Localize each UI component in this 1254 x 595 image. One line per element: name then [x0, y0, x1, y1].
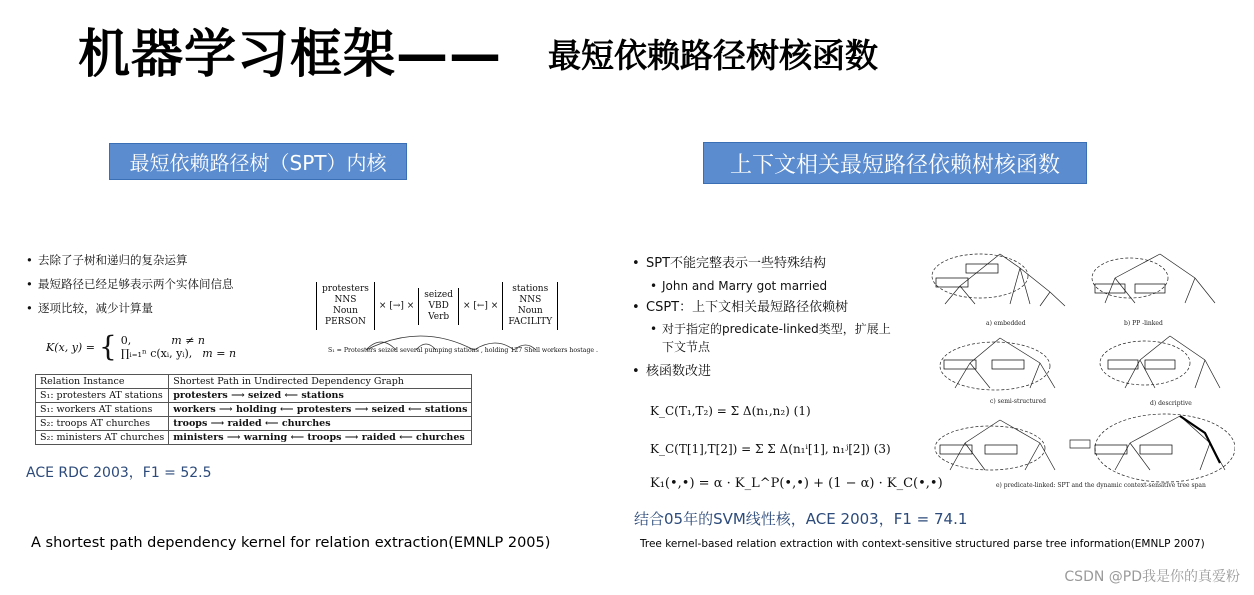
- table-cell: S₂: troops AT churches: [36, 417, 169, 431]
- left-bullet-list: [26, 248, 234, 320]
- formula-2: K_C(T[1],T[2]) = Σ Σ Δ(n₁ⁱ[1], n₁ʲ[2]) (3): [650, 442, 891, 456]
- feature-vector-product: [316, 282, 558, 330]
- matrix-cell: PERSON: [325, 317, 366, 327]
- matrix-cell: seized: [424, 289, 453, 300]
- dashed-span: [932, 254, 1028, 298]
- matrix-cell: NNS: [519, 295, 542, 305]
- left-bullet-1: • 去除了子树和递归的复杂运算: [26, 248, 234, 272]
- dashed-span: [940, 342, 1050, 390]
- right-bullet-list: [632, 252, 891, 384]
- figure-caption-c: c) semi-structured: [990, 398, 1046, 405]
- formula-1: K_C(T₁,T₂) = Σ Δ(n₁,n₂) (1): [650, 404, 811, 418]
- node-box: [985, 445, 1017, 454]
- node-box: [1145, 360, 1175, 369]
- left-bullet-3: • 逐项比较，减少计算量: [26, 296, 234, 320]
- table-cell: workers ⟶ holding ⟵ protesters ⟶ seized ⟵ stations: [169, 403, 472, 417]
- figure-caption-d: d) descriptive: [1150, 400, 1192, 407]
- table-cell: S₁: workers AT stations: [36, 403, 169, 417]
- matrix-cell: NNS: [334, 295, 357, 305]
- right-bullet-2-sub-line1: 对于指定的predicate-linked类型，扩展上: [662, 322, 891, 336]
- right-f1-score: 结合05年的SVM线性核，ACE 2003，F1 = 74.1: [634, 510, 968, 528]
- formula-3: K₁(•,•) = α · K_L^P(•,•) + (1 − α) · K_C(•,•): [650, 476, 943, 491]
- right-bullet-1: • SPT不能完整表示一些特殊结构: [632, 252, 891, 276]
- table-row: [36, 417, 472, 431]
- matrix-stations: [502, 282, 558, 330]
- tree-branches: [945, 254, 1065, 306]
- figure-caption-b: b) PP -linked: [1124, 320, 1163, 327]
- kernel-case2-cond: m = n: [202, 347, 237, 360]
- node-box: [936, 278, 968, 287]
- slide-subtitle: 最短依赖路径树核函数: [548, 36, 878, 75]
- right-bullet-2-sub: [632, 320, 891, 356]
- slide-title: 机器学习框架——: [78, 25, 503, 85]
- table-row: [36, 389, 472, 403]
- watermark: CSDN @PD我是你的真爱粉: [1064, 569, 1240, 585]
- times-arrow-left: × [←] ×: [462, 301, 499, 311]
- kernel-lhs: K(x, y) =: [46, 340, 95, 354]
- right-section-header: 上下文相关最短路径依赖树核函数: [703, 142, 1087, 184]
- table-cell: ministers ⟶ warning ⟵ troops ⟶ raided ⟵ churches: [169, 431, 472, 445]
- left-section-header: 最短依赖路径树（SPT）内核: [109, 143, 407, 180]
- relation-table: [35, 374, 472, 445]
- right-bullet-3: • 核函数改进: [632, 360, 891, 384]
- table-cell: troops ⟶ raided ⟵ churches: [169, 417, 472, 431]
- matrix-cell: Verb: [428, 311, 450, 322]
- tree-branches: [1115, 416, 1225, 470]
- kernel-cases: [121, 334, 236, 360]
- left-citation: A shortest path dependency kernel for relation extraction(EMNLP 2005): [31, 535, 551, 551]
- matrix-cell: Noun: [333, 306, 358, 316]
- kernel-formula: [46, 330, 237, 363]
- figure-caption-e: e) predicate-linked: SPT and the dynamic context-sensitive tree span: [996, 482, 1206, 489]
- node-box: [1095, 445, 1127, 454]
- matrix-protesters: [316, 282, 375, 330]
- matrix-cell: protesters: [322, 284, 369, 294]
- left-f1-score: ACE RDC 2003，F1 = 52.5: [26, 465, 212, 481]
- matrix-cell: Noun: [517, 306, 543, 316]
- table-cell: protesters ⟶ seized ⟵ stations: [169, 389, 472, 403]
- kernel-case1-cond: m ≠ n: [171, 334, 205, 347]
- tree-branches: [1105, 254, 1215, 303]
- left-bullet-2: • 最短路径已经足够表示两个实体间信息: [26, 272, 234, 296]
- node-box: [1140, 445, 1172, 454]
- node-box: [1108, 360, 1138, 369]
- matrix-cell: stations: [512, 284, 549, 294]
- right-bullet-2: • CSPT：上下文相关最短路径依赖树: [632, 296, 891, 320]
- dashed-span: [1092, 258, 1168, 298]
- parse-tree-figures: [930, 248, 1235, 498]
- matrix-cell: FACILITY: [508, 317, 553, 327]
- table-header: Shortest Path in Undirected Dependency Graph: [169, 375, 472, 389]
- table-row: [36, 403, 472, 417]
- node-box: [1135, 284, 1165, 293]
- table-cell: S₁: protesters AT stations: [36, 389, 169, 403]
- table-header: Relation Instance: [36, 375, 169, 389]
- table-cell: S₂: ministers AT churches: [36, 431, 169, 445]
- bold-path: [1180, 416, 1220, 463]
- node-box: [992, 360, 1024, 369]
- table-header-row: [36, 375, 472, 389]
- example-sentence: S₁ = Protesters seized several pumping stations , holding 127 Shell workers hostage .: [328, 347, 599, 354]
- arrow-box: [1070, 440, 1090, 448]
- right-citation: Tree kernel-based relation extraction with context-sensitive structured parse tree information(EMNLP 2007): [640, 538, 1205, 550]
- matrix-seized: [418, 288, 459, 325]
- right-bullet-1-sub: • John and Marry got married: [632, 276, 891, 296]
- kernel-case2: ∏ᵢ₌₁ⁿ c(xᵢ, yᵢ),: [120, 347, 193, 360]
- right-bullet-2-sub-line2: 下文节点: [662, 340, 711, 354]
- kernel-case1: 0,: [120, 334, 132, 347]
- matrix-cell: VBD: [428, 300, 449, 311]
- tree-branches: [955, 338, 1055, 388]
- table-row: [36, 431, 472, 445]
- times-arrow-right: × [→] ×: [378, 301, 415, 311]
- figure-caption-a: a) embedded: [986, 320, 1026, 327]
- brace-icon: {: [98, 330, 117, 363]
